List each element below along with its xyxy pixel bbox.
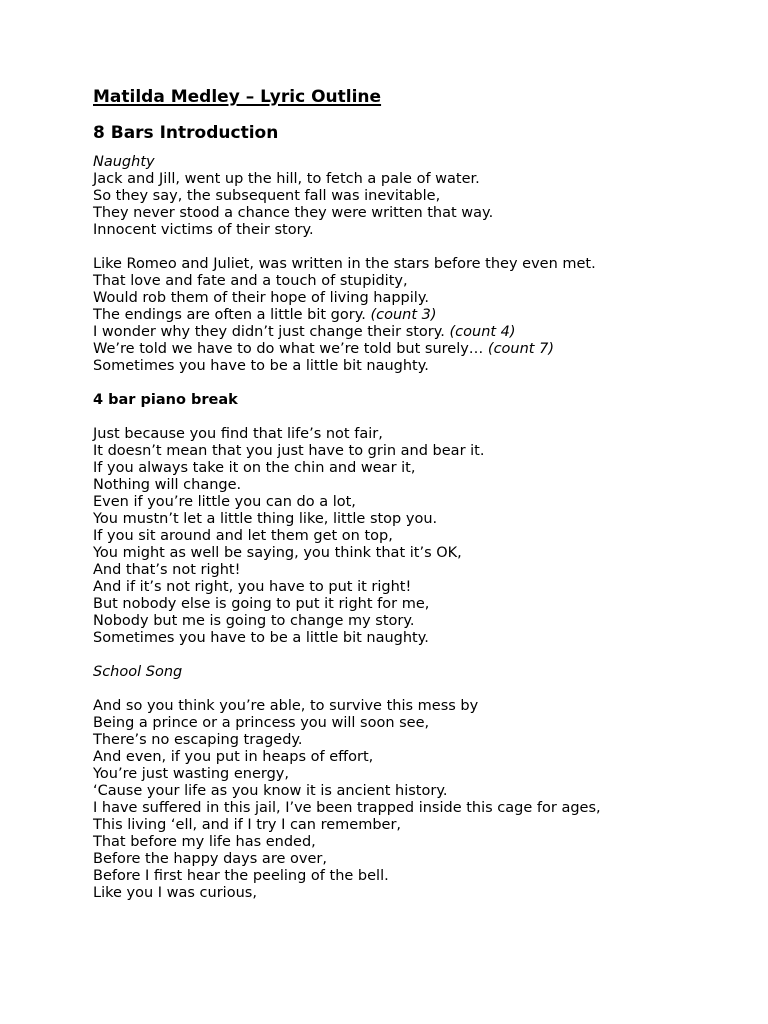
intro-heading: 8 Bars Introduction <box>93 123 279 143</box>
lyric-line: That before my life has ended, <box>93 834 316 850</box>
naughty-label: Naughty <box>93 154 155 170</box>
naughty-verse-2 <box>93 256 713 375</box>
lyric-line: But nobody else is going to put it right for me, <box>93 596 430 612</box>
spacer <box>93 145 713 154</box>
lyric-text: The endings are often a little bit gory. <box>93 307 371 323</box>
lyric-line: ‘Cause your life as you know it is ancient history. <box>93 783 448 799</box>
lyric-outline-document <box>93 84 713 902</box>
lyric-line: They never stood a chance they were written that way. <box>93 205 494 221</box>
spacer <box>93 681 713 698</box>
lyric-line: If you sit around and let them get on top, <box>93 528 393 544</box>
school-song-label: School Song <box>93 664 183 680</box>
lyric-line: So they say, the subsequent fall was inevitable, <box>93 188 441 204</box>
lyric-line: I have suffered in this jail, I’ve been trapped inside this cage for ages, <box>93 800 601 816</box>
lyric-line: Innocent victims of their story. <box>93 222 314 238</box>
lyric-line <box>93 341 713 358</box>
lyric-line: Before the happy days are over, <box>93 851 327 867</box>
lyric-line: There’s no escaping tragedy. <box>93 732 303 748</box>
lyric-line: Before I first hear the peeling of the bell. <box>93 868 389 884</box>
lyric-line <box>93 307 713 324</box>
lyric-line: If you always take it on the chin and wear it, <box>93 460 416 476</box>
count-cue: (count 4) <box>449 324 516 340</box>
piano-break-verse <box>93 426 713 647</box>
lyric-line <box>93 273 713 290</box>
lyric-line <box>93 256 713 273</box>
spacer <box>93 647 713 664</box>
lyric-line <box>93 324 713 341</box>
count-cue: (count 3) <box>370 307 437 323</box>
naughty-verse-1 <box>93 171 713 239</box>
count-cue: (count 7) <box>487 341 554 357</box>
lyric-line: You’re just wasting energy, <box>93 766 289 782</box>
lyric-line <box>93 290 713 307</box>
lyric-line: Jack and Jill, went up the hill, to fetch a pale of water. <box>93 171 480 187</box>
lyric-line: Like you I was curious, <box>93 885 257 901</box>
lyric-line: You mustn’t let a little thing like, little stop you. <box>93 511 438 527</box>
lyric-line: Sometimes you have to be a little bit naughty. <box>93 630 429 646</box>
lyric-text: Would rob them of their hope of living happily. <box>93 290 429 306</box>
spacer <box>93 375 713 392</box>
spacer <box>93 409 713 426</box>
lyric-text: Like Romeo and Juliet, was written in the stars before they even met. <box>93 256 596 272</box>
lyric-line: Being a prince or a princess you will soon see, <box>93 715 430 731</box>
lyric-line: And so you think you’re able, to survive this mess by <box>93 698 479 714</box>
lyric-line: You might as well be saying, you think that it’s OK, <box>93 545 462 561</box>
lyric-line: Nobody but me is going to change my story. <box>93 613 415 629</box>
spacer <box>93 239 713 256</box>
lyric-line: Even if you’re little you can do a lot, <box>93 494 356 510</box>
lyric-line: And that’s not right! <box>93 562 241 578</box>
lyric-text: I wonder why they didn’t just change their story. <box>93 324 450 340</box>
lyric-line: This living ‘ell, and if I try I can remember, <box>93 817 402 833</box>
lyric-line: It doesn’t mean that you just have to grin and bear it. <box>93 443 485 459</box>
document-title: Matilda Medley – Lyric Outline <box>93 87 382 107</box>
school-song-verse <box>93 698 713 902</box>
lyric-line: Just because you find that life’s not fair, <box>93 426 383 442</box>
lyric-line: And even, if you put in heaps of effort, <box>93 749 374 765</box>
lyric-line <box>93 358 713 375</box>
lyric-text: Sometimes you have to be a little bit naughty. <box>93 358 429 374</box>
lyric-text: We’re told we have to do what we’re told but surely… <box>93 341 488 357</box>
lyric-text: That love and fate and a touch of stupidity, <box>93 273 408 289</box>
lyric-line: And if it’s not right, you have to put it right! <box>93 579 412 595</box>
lyric-line: Nothing will change. <box>93 477 242 493</box>
piano-break-heading: 4 bar piano break <box>93 392 238 408</box>
